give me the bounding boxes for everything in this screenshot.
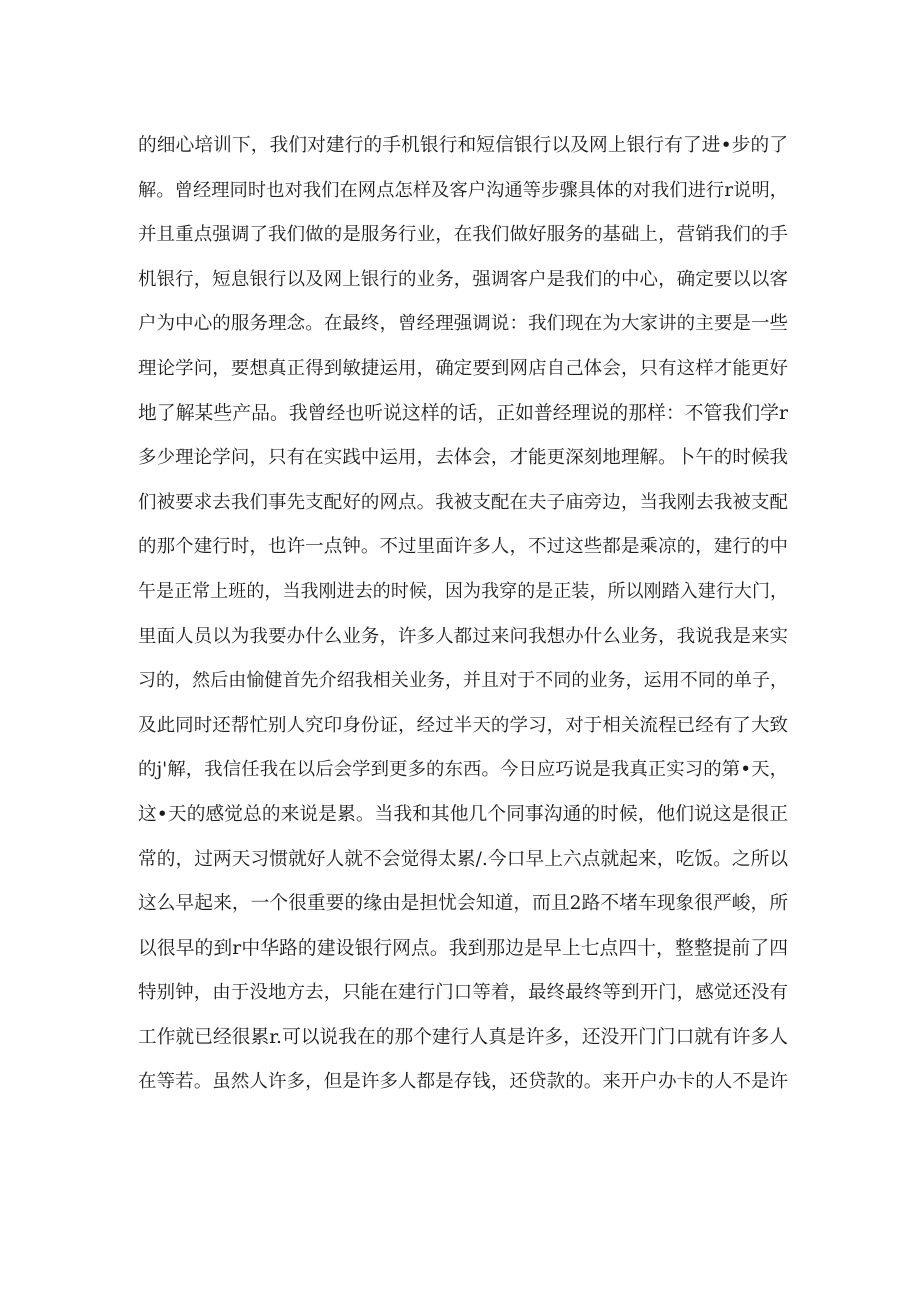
text-line: 这么早起来，一个很重要的缘由是担忧会知道，而且2路不堵车现象很严峻，所 bbox=[138, 893, 788, 915]
text-line: 及此同时还帮忙别人究印身份证，经过半天的学习，对于相关流程已经有了大致 bbox=[138, 714, 788, 736]
text-line: 理论学问，要想真正得到敏捷运用，确定要到网店自己体会，只有这样才能更好 bbox=[138, 357, 788, 379]
text-line: 常的，过两天习惯就好人就不会觉得太累/.今口早上六点就起来，吃饭。之所以 bbox=[138, 848, 788, 870]
text-line: 的那个建行时，也许一点钟。不过里面许多人，不过这些都是乘凉的，建行的中 bbox=[138, 536, 788, 558]
text-line: 机银行，短息银行以及网上银行的业务，强调客户是我们的中心，确定要以以客 bbox=[138, 268, 788, 290]
text-line: 们被要求去我们事先支配好的网点。我被支配在夫子庙旁边，当我刚去我被支配 bbox=[138, 491, 788, 513]
text-line: 里面人员以为我要办什么业务，许多人都过来问我想办什么业务，我说我是来实 bbox=[138, 625, 788, 647]
text-line: 午是正常上班的，当我刚进去的时候，因为我穿的是正装，所以刚踏入建行大门， bbox=[138, 580, 788, 602]
text-line: 以很早的到r中华路的建设银行网点。我到那边是早上七点四十，整整提前了四 bbox=[138, 937, 788, 959]
text-line: 并且重点强调了我们做的是服务行业，在我们做好服务的基础上，营销我们的手 bbox=[138, 224, 788, 246]
text-line: 多少理论学问，只有在实践中运用，去体会，才能更深刻地理解。卜午的时候我 bbox=[138, 447, 788, 469]
text-line: 解。曾经理同时也对我们在网点怎样及客户沟通等步骤具体的对我们进行r说明， bbox=[138, 179, 788, 201]
text-line: 地了解某些产品。我曾经也听说这样的话，正如普经理说的那样：不管我们学r bbox=[138, 402, 788, 424]
text-line: 户为中心的服务理念。在最终，曾经理强调说：我们现在为大家讲的主要是一些 bbox=[138, 313, 788, 335]
text-line: 的细心培训下，我们对建行的手机银行和短信银行以及网上银行有了进•步的了 bbox=[138, 135, 788, 156]
body-text bbox=[138, 124, 788, 1105]
text-line: 这•天的感觉总的来说是累。当我和其他几个同事沟通的时候，他们说这是很正 bbox=[138, 803, 788, 825]
text-line: 的j'解，我信任我在以后会学到更多的东西。今日应巧说是我真正实习的第•天， bbox=[138, 759, 788, 781]
text-line: 习的，然后由愉健首先介绍我相关业务，并且对于不同的业务，运用不同的单子， bbox=[138, 670, 788, 692]
text-line: 在等若。虽然人许多，但是许多人都是存钱，还贷款的。来开户办卡的人不是许 bbox=[138, 1071, 788, 1093]
text-line: 特别钟，由于没地方去，只能在建行门口等着，最终最终等到开门，感觉还没有 bbox=[138, 982, 788, 1004]
text-line: 工作就已经很累r.可以说我在的那个建行人真是许多，还没开门门口就有许多人 bbox=[138, 1026, 788, 1048]
